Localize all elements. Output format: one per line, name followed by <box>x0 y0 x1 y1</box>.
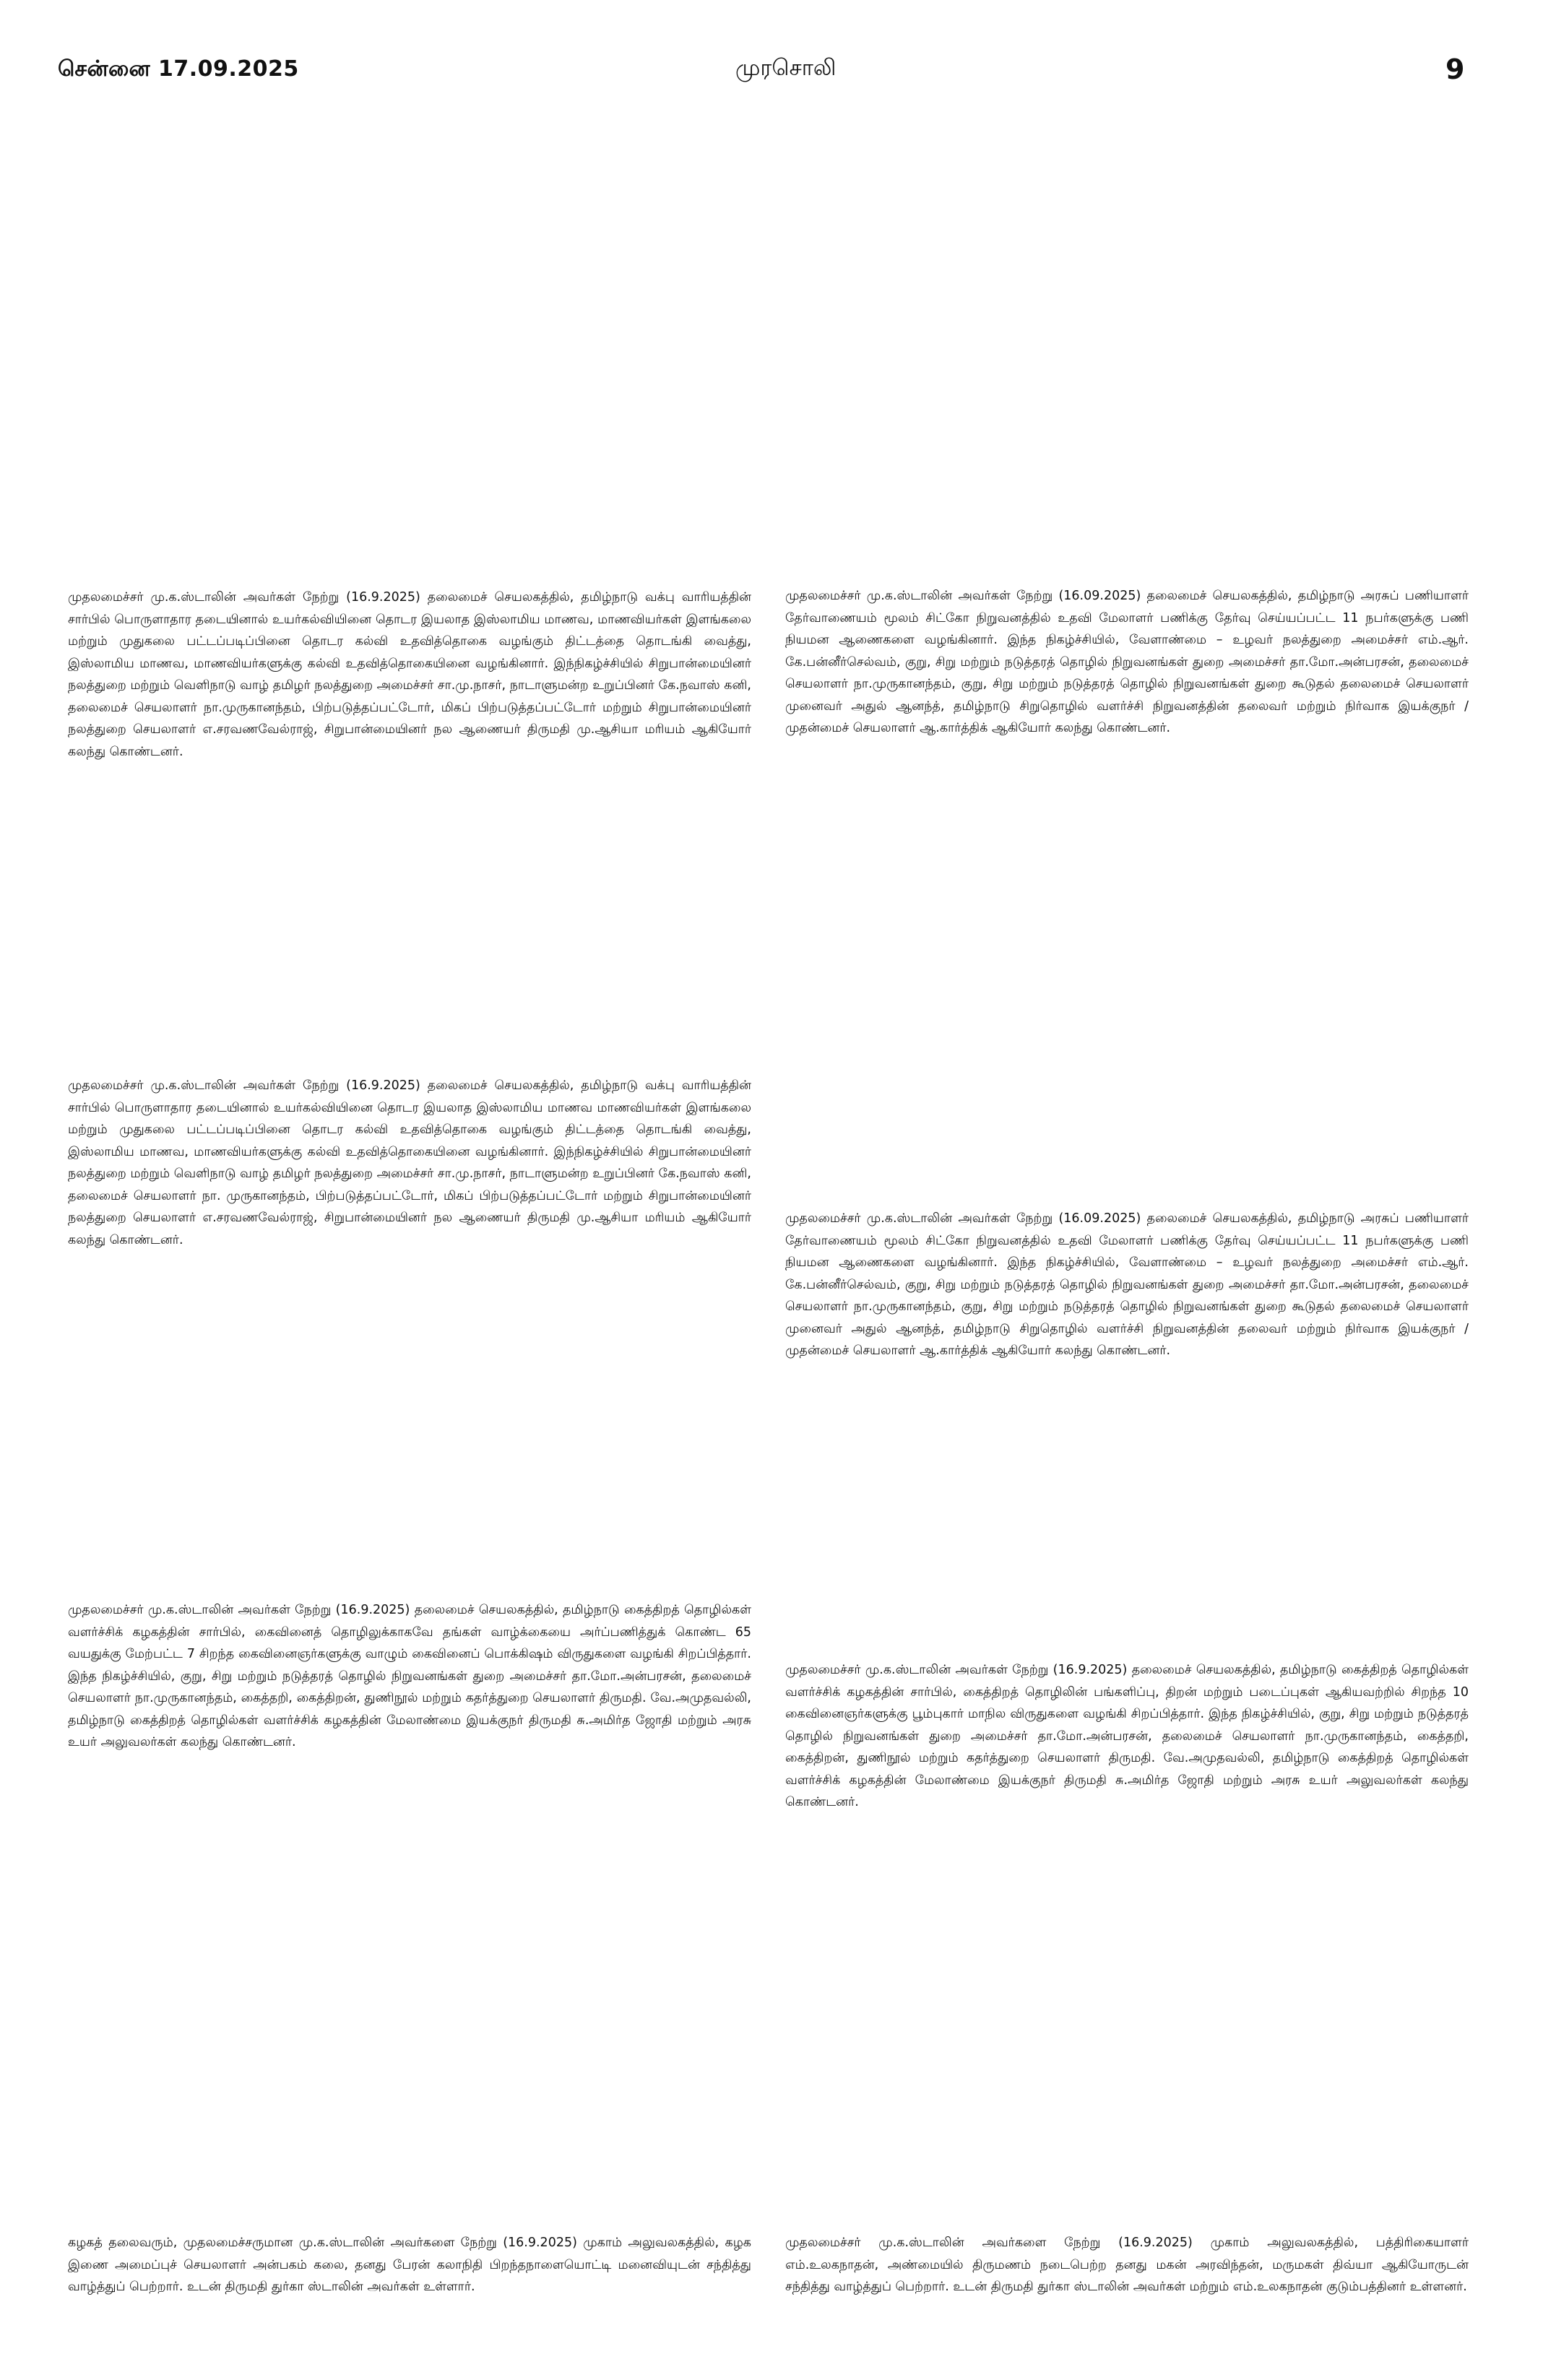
newspaper-name: முரசொலி <box>735 55 837 81</box>
photo-caption-waqf-scholarship: முதலமைச்சர் மு.க.ஸ்டாலின் அவர்கள் நேற்று (16.9.2025) தலைமைச் செயலகத்தில், தமிழ்நாடு வக்பு வாரியத்தின் சார்பில் பொருளாதார தடையினால் உயர்கல்வியினை தொடர இயலாத இஸ்லாமிய மாணவ, மாணவியர்கள் இளங்கலை மற்றும் முதுகலை பட்டப்படிப்பினை தொடர கல்வி உதவித்தொகை வழங்கும் திட்டத்தை தொடங்கி வைத்து, இஸ்லாமிய மாணவ, மாணவியர்களுக்கு கல்வி உதவித்தொகையினை வழங்கினார். இந்நிகழ்ச்சியில் சிறுபான்மையினர் நலத்துறை மற்றும் வெளிநாடு வாழ் தமிழர் நலத்துறை அமைச்சர் சா.மு.நாசர், நாடாளுமன்ற உறுப்பினர் கே.நவாஸ் கனி, தலைமைச் செயலாளர் நா.முருகானந்தம், பிற்படுத்தப்பட்டோர், மிகப் பிற்படுத்தப்பட்டோர் மற்றும் சிறுபான்மையினர் நலத்துறை செயலாளர் எ.சரவணவேல்ராஜ், சிறுபான்மையினர் நல ஆணையர் திருமதி மு.ஆசியா மரியம் ஆகியோர் கலந்து கொண்டனர். <box>68 590 751 759</box>
photo-caption-birthday-greetings: கழகத் தலைவரும், முதலமைச்சருமான மு.க.ஸ்டாலின் அவர்களை நேற்று (16.9.2025) முகாம் அலுவலகத்தில், கழக இணை அமைப்புச் செயலாளர் அன்பகம் கலை, தனது பேரன் கலாநிதி பிறந்தநாளையொட்டி மனைவியுடன் சந்தித்து வாழ்த்துப் பெற்றார். உடன் திருமதி துர்கா ஸ்டாலின் அவர்கள் உள்ளார். <box>68 2236 751 2294</box>
photo-caption-living-craft-treasure-awards: முதலமைச்சர் மு.க.ஸ்டாலின் அவர்கள் நேற்று (16.9.2025) தலைமைச் செயலகத்தில், தமிழ்நாடு கைத்திறத் தொழில்கள் வளர்ச்சிக் கழகத்தின் சார்பில், கைவினைத் தொழிலுக்காகவே தங்கள் வாழ்க்கையை அர்ப்பணித்துக் கொண்ட 65 வயதுக்கு மேற்பட்ட 7 சிறந்த கைவினைஞர்களுக்கு வாழும் கைவினைப் பொக்கிஷம் விருதுகளை வழங்கி சிறப்பித்தார். இந்த நிகழ்ச்சியில், குறு, சிறு மற்றும் நடுத்தரத் தொழில் நிறுவனங்கள் துறை அமைச்சர் தா.மோ.அன்பரசன், தலைமைச் செயலாளர் நா.முருகானந்தம், கைத்தறி, கைத்திறன், துணிநூல் மற்றும் கதர்த்துறை செயலாளர் திருமதி. வே.அமுதவல்லி, தமிழ்நாடு கைத்திறத் தொழில்கள் வளர்ச்சிக் கழகத்தின் மேலாண்மை இயக்குநர் திருமதி சு.அமிர்த ஜோதி மற்றும் அரசு உயர் அலுவலர்கள் கலந்து கொண்டனர். <box>68 1603 751 1749</box>
photo-caption-sidco-appointments: முதலமைச்சர் மு.க.ஸ்டாலின் அவர்கள் நேற்று (16.09.2025) தலைமைச் செயலகத்தில், தமிழ்நாடு அரசுப் பணியாளர் தேர்வாணையம் மூலம் சிட்கோ நிறுவனத்தில் உதவி மேலாளர் பணிக்கு தேர்வு செய்யப்பட்ட 11 நபர்களுக்கு பணி நியமன ஆணைகளை வழங்கினார். இந்த நிகழ்ச்சியில், வேளாண்மை – உழவர் நலத்துறை அமைச்சர் எம்.ஆர். கே.பன்னீர்செல்வம், குறு, சிறு மற்றும் நடுத்தரத் தொழில் நிறுவனங்கள் துறை அமைச்சர் தா.மோ.அன்பரசன், தலைமைச் செயலாளர் நா.முருகானந்தம், குறு, சிறு மற்றும் நடுத்தரத் தொழில் நிறுவனங்கள் துறை கூடுதல் தலைமைச் செயலாளர் முனைவர் அதுல் ஆனந்த், தமிழ்நாடு சிறுதொழில் வளர்ச்சி நிறுவனத்தின் தலைவர் மற்றும் நிர்வாக இயக்குநர் / முதன்மைச் செயலாளர் ஆ.கார்த்திக் ஆகியோர் கலந்து கொண்டனர். <box>785 589 1469 735</box>
dateline: சென்னை 17.09.2025 <box>58 56 299 82</box>
photo-caption-sidco-appointments-2: முதலமைச்சர் மு.க.ஸ்டாலின் அவர்கள் நேற்று (16.09.2025) தலைமைச் செயலகத்தில், தமிழ்நாடு அரசுப் பணியாளர் தேர்வாணையம் மூலம் சிட்கோ நிறுவனத்தில் உதவி மேலாளர் பணிக்கு தேர்வு செய்யப்பட்ட 11 நபர்களுக்கு பணி நியமன ஆணைகளை வழங்கினார். இந்த நிகழ்ச்சியில், வேளாண்மை – உழவர் நலத்துறை அமைச்சர் எம்.ஆர். கே.பன்னீர்செல்வம், குறு, சிறு மற்றும் நடுத்தரத் தொழில் நிறுவனங்கள் துறை அமைச்சர் தா.மோ.அன்பரசன், தலைமைச் செயலாளர் நா.முருகானந்தம், குறு, சிறு மற்றும் நடுத்தரத் தொழில் நிறுவனங்கள் துறை கூடுதல் தலைமைச் செயலாளர் முனைவர் அதுல் ஆனந்த், தமிழ்நாடு சிறுதொழில் வளர்ச்சி நிறுவனத்தின் தலைவர் மற்றும் நிர்வாக இயக்குநர் / முதன்மைச் செயலாளர் ஆ.கார்த்திக் ஆகியோர் கலந்து கொண்டனர். <box>785 1211 1469 1358</box>
photo-caption-poompuhar-state-awards: முதலமைச்சர் மு.க.ஸ்டாலின் அவர்கள் நேற்று (16.9.2025) தலைமைச் செயலகத்தில், தமிழ்நாடு கைத்திறத் தொழில்கள் வளர்ச்சிக் கழகத்தின் சார்பில், கைத்திறத் தொழிலின் பங்களிப்பு, திறன் மற்றும் படைப்புகள் ஆகியவற்றில் சிறந்த 10 கைவினைஞர்களுக்கு பூம்புகார் மாநில விருதுகளை வழங்கி சிறப்பித்தார். இந்த நிகழ்ச்சியில், குறு, சிறு மற்றும் நடுத்தரத் தொழில் நிறுவனங்கள் துறை அமைச்சர் தா.மோ.அன்பரசன், தலைமைச் செயலாளர் நா.முருகானந்தம், கைத்தறி, கைத்திறன், துணிநூல் மற்றும் கதர்த்துறை செயலாளர் திருமதி. வே.அமுதவல்லி, தமிழ்நாடு கைத்திறத் தொழில்கள் வளர்ச்சிக் கழகத்தின் மேலாண்மை இயக்குநர் திருமதி சு.அமிர்த ஜோதி மற்றும் அரசு உயர் அலுவலர்கள் கலந்து கொண்டனர். <box>785 1663 1469 1809</box>
photo-caption-waqf-scholarship-2: முதலமைச்சர் மு.க.ஸ்டாலின் அவர்கள் நேற்று (16.9.2025) தலைமைச் செயலகத்தில், தமிழ்நாடு வக்பு வாரியத்தின் சார்பில் பொருளாதார தடையினால் உயர்கல்வியினை தொடர இயலாத இஸ்லாமிய மாணவ மாணவியர்கள் இளங்கலை மற்றும் முதுகலை பட்டப்படிப்பினை தொடர கல்வி உதவித்தொகை வழங்கும் திட்டத்தை தொடங்கி வைத்து, இஸ்லாமிய மாணவ, மாணவியர்களுக்கு கல்வி உதவித்தொகையினை வழங்கினார். இந்நிகழ்ச்சியில் சிறுபான்மையினர் நலத்துறை மற்றும் வெளிநாடு வாழ் தமிழர் நலத்துறை அமைச்சர் சா.மு.நாசர், நாடாளுமன்ற உறுப்பினர் கே.நவாஸ் கனி, தலைமைச் செயலாளர் நா. முருகானந்தம், பிற்படுத்தப்பட்டோர், மிகப் பிற்படுத்தப்பட்டோர் மற்றும் சிறுபான்மையினர் நலத்துறை செயலாளர் எ.சரவணவேல்ராஜ், சிறுபான்மையினர் நல ஆணையர் திருமதி மு.ஆசியா மரியம் ஆகியோர் கலந்து கொண்டனர். <box>68 1078 751 1247</box>
page-header <box>0 0 1543 101</box>
photo-caption-wedding-greetings: முதலமைச்சர் மு.க.ஸ்டாலின் அவர்களை நேற்று (16.9.2025) முகாம் அலுவலகத்தில், பத்திரிகையாளர் எம்.உலகநாதன், அண்மையில் திருமணம் நடைபெற்ற தனது மகன் அரவிந்தன், மருமகள் திவ்யா ஆகியோருடன் சந்தித்து வாழ்த்துப் பெற்றார். உடன் திருமதி துர்கா ஸ்டாலின் அவர்கள் மற்றும் எம்.உலகநாதன் குடும்பத்தினர் உள்ளனர். <box>785 2236 1469 2294</box>
page-number: 9 <box>1445 53 1465 85</box>
